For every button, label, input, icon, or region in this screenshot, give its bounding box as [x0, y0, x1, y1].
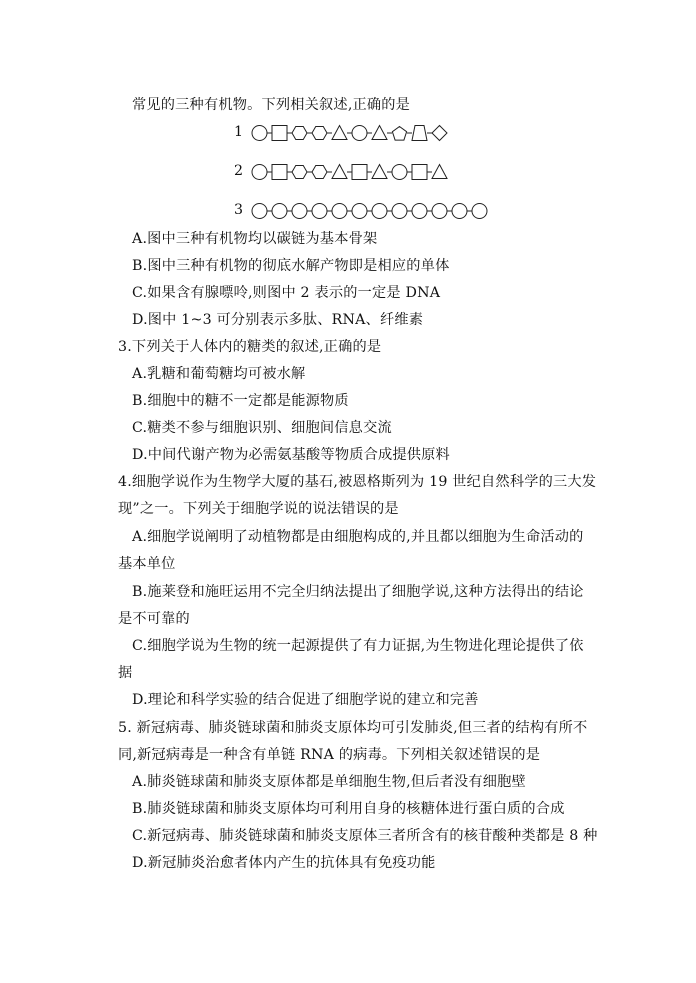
- q4-option-b-line-1: B.施莱登和施旺运用不完全归纳法提出了细胞学说,这种方法得出的结论: [132, 584, 584, 600]
- q3-option-a: A.乳糖和葡萄糖均可被水解: [132, 366, 306, 382]
- circle-monomer: [272, 204, 287, 219]
- q5-option-b: B.肺炎链球菌和肺炎支原体均可利用自身的核糖体进行蛋白质的合成: [132, 801, 565, 817]
- circle-monomer: [312, 204, 327, 219]
- circle-monomer: [432, 204, 447, 219]
- circle-monomer: [392, 165, 407, 180]
- q4-option-a-line-2: 基本单位: [118, 556, 176, 572]
- square-monomer: [272, 126, 287, 141]
- circle-monomer: [412, 204, 427, 219]
- q4-option-a-line-1: A.细胞学说阐明了动植物都是由细胞构成的,并且都以细胞为生命活动的: [132, 529, 584, 545]
- q2-option-b: B.图中三种有机物的彻底水解产物即是相应的单体: [132, 258, 450, 274]
- q2-option-c: C.如果含有腺嘌呤,则图中 2 表示的一定是 DNA: [132, 285, 441, 301]
- q4-option-c-line-1: C.细胞学说为生物的统一起源提供了有力证据,为生物进化理论提供了依: [132, 638, 584, 654]
- q5-option-a: A.肺炎链球菌和肺炎支原体都是单细胞生物,但后者没有细胞壁: [132, 774, 526, 790]
- q2-option-d: D.图中 1~3 可分别表示多肽、RNA、纤维素: [132, 312, 424, 328]
- hexagon-monomer: [292, 127, 307, 140]
- chain-3-label: 3: [234, 202, 244, 218]
- q2-option-a: A.图中三种有机物均以碳链为基本骨架: [132, 231, 378, 247]
- chain-2-diagram: [252, 160, 492, 184]
- circle-monomer: [392, 204, 407, 219]
- chain-2: [234, 160, 494, 184]
- hexagon-monomer: [312, 127, 327, 140]
- circle-monomer: [252, 126, 267, 141]
- circle-monomer: [372, 204, 387, 219]
- square-monomer: [412, 165, 427, 180]
- q3-option-c: C.糖类不参与细胞识别、细胞间信息交流: [132, 420, 392, 436]
- circle-monomer: [352, 126, 367, 141]
- triangle-monomer: [432, 165, 447, 179]
- triangle-monomer: [332, 165, 347, 179]
- q3-option-b: B.细胞中的糖不一定都是能源物质: [132, 393, 349, 409]
- square-monomer: [272, 165, 287, 180]
- triangle-monomer: [372, 165, 387, 179]
- q2-stem-continuation: 常见的三种有机物。下列相关叙述,正确的是: [132, 97, 411, 113]
- chain-1-diagram: [252, 121, 492, 145]
- diamond-monomer: [432, 126, 447, 141]
- chain-3: [234, 199, 494, 223]
- q4-option-d: D.理论和科学实验的结合促进了细胞学说的建立和完善: [132, 692, 479, 708]
- q4-option-b-line-2: 是不可靠的: [118, 611, 190, 627]
- chain-1-label: 1: [234, 124, 244, 140]
- hexagon-monomer: [292, 166, 307, 179]
- q5-stem-line-2: 同,新冠病毒是一种含有单链 RNA 的病毒。下列相关叙述错误的是: [118, 747, 541, 763]
- triangle-monomer: [372, 126, 387, 140]
- chain-3-diagram: [252, 199, 492, 223]
- circle-monomer: [452, 204, 467, 219]
- q3-option-d: D.中间代谢产物为必需氨基酸等物质合成提供原料: [132, 447, 450, 463]
- q4-option-c-line-2: 据: [118, 665, 133, 681]
- circle-monomer: [472, 204, 487, 219]
- hexagon-monomer: [312, 166, 327, 179]
- q5-stem-line-1: 5. 新冠病毒、肺炎链球菌和肺炎支原体均可引发肺炎,但三者的结构有所不: [118, 720, 588, 736]
- square-monomer: [352, 165, 367, 180]
- circle-monomer: [252, 204, 267, 219]
- circle-monomer: [352, 204, 367, 219]
- q3-stem: 3.下列关于人体内的糖类的叙述,正确的是: [118, 339, 382, 355]
- q5-option-d: D.新冠肺炎治愈者体内产生的抗体具有免疫功能: [132, 855, 436, 871]
- circle-monomer: [292, 204, 307, 219]
- chain-1: [234, 121, 494, 145]
- pentagon-monomer: [392, 127, 406, 141]
- q4-stem-line-2: 现”之一。下列关于细胞学说的说法错误的是: [118, 501, 399, 517]
- triangle-monomer: [332, 126, 347, 140]
- q4-stem-line-1: 4.细胞学说作为生物学大厦的基石,被恩格斯列为 19 世纪自然科学的三大发: [118, 474, 597, 490]
- circle-monomer: [332, 204, 347, 219]
- q5-option-c: C.新冠病毒、肺炎链球菌和肺炎支原体三者所含有的核苷酸种类都是 8 种: [132, 828, 598, 844]
- trapezoid-monomer: [412, 126, 427, 141]
- chain-2-label: 2: [234, 163, 244, 179]
- circle-monomer: [252, 165, 267, 180]
